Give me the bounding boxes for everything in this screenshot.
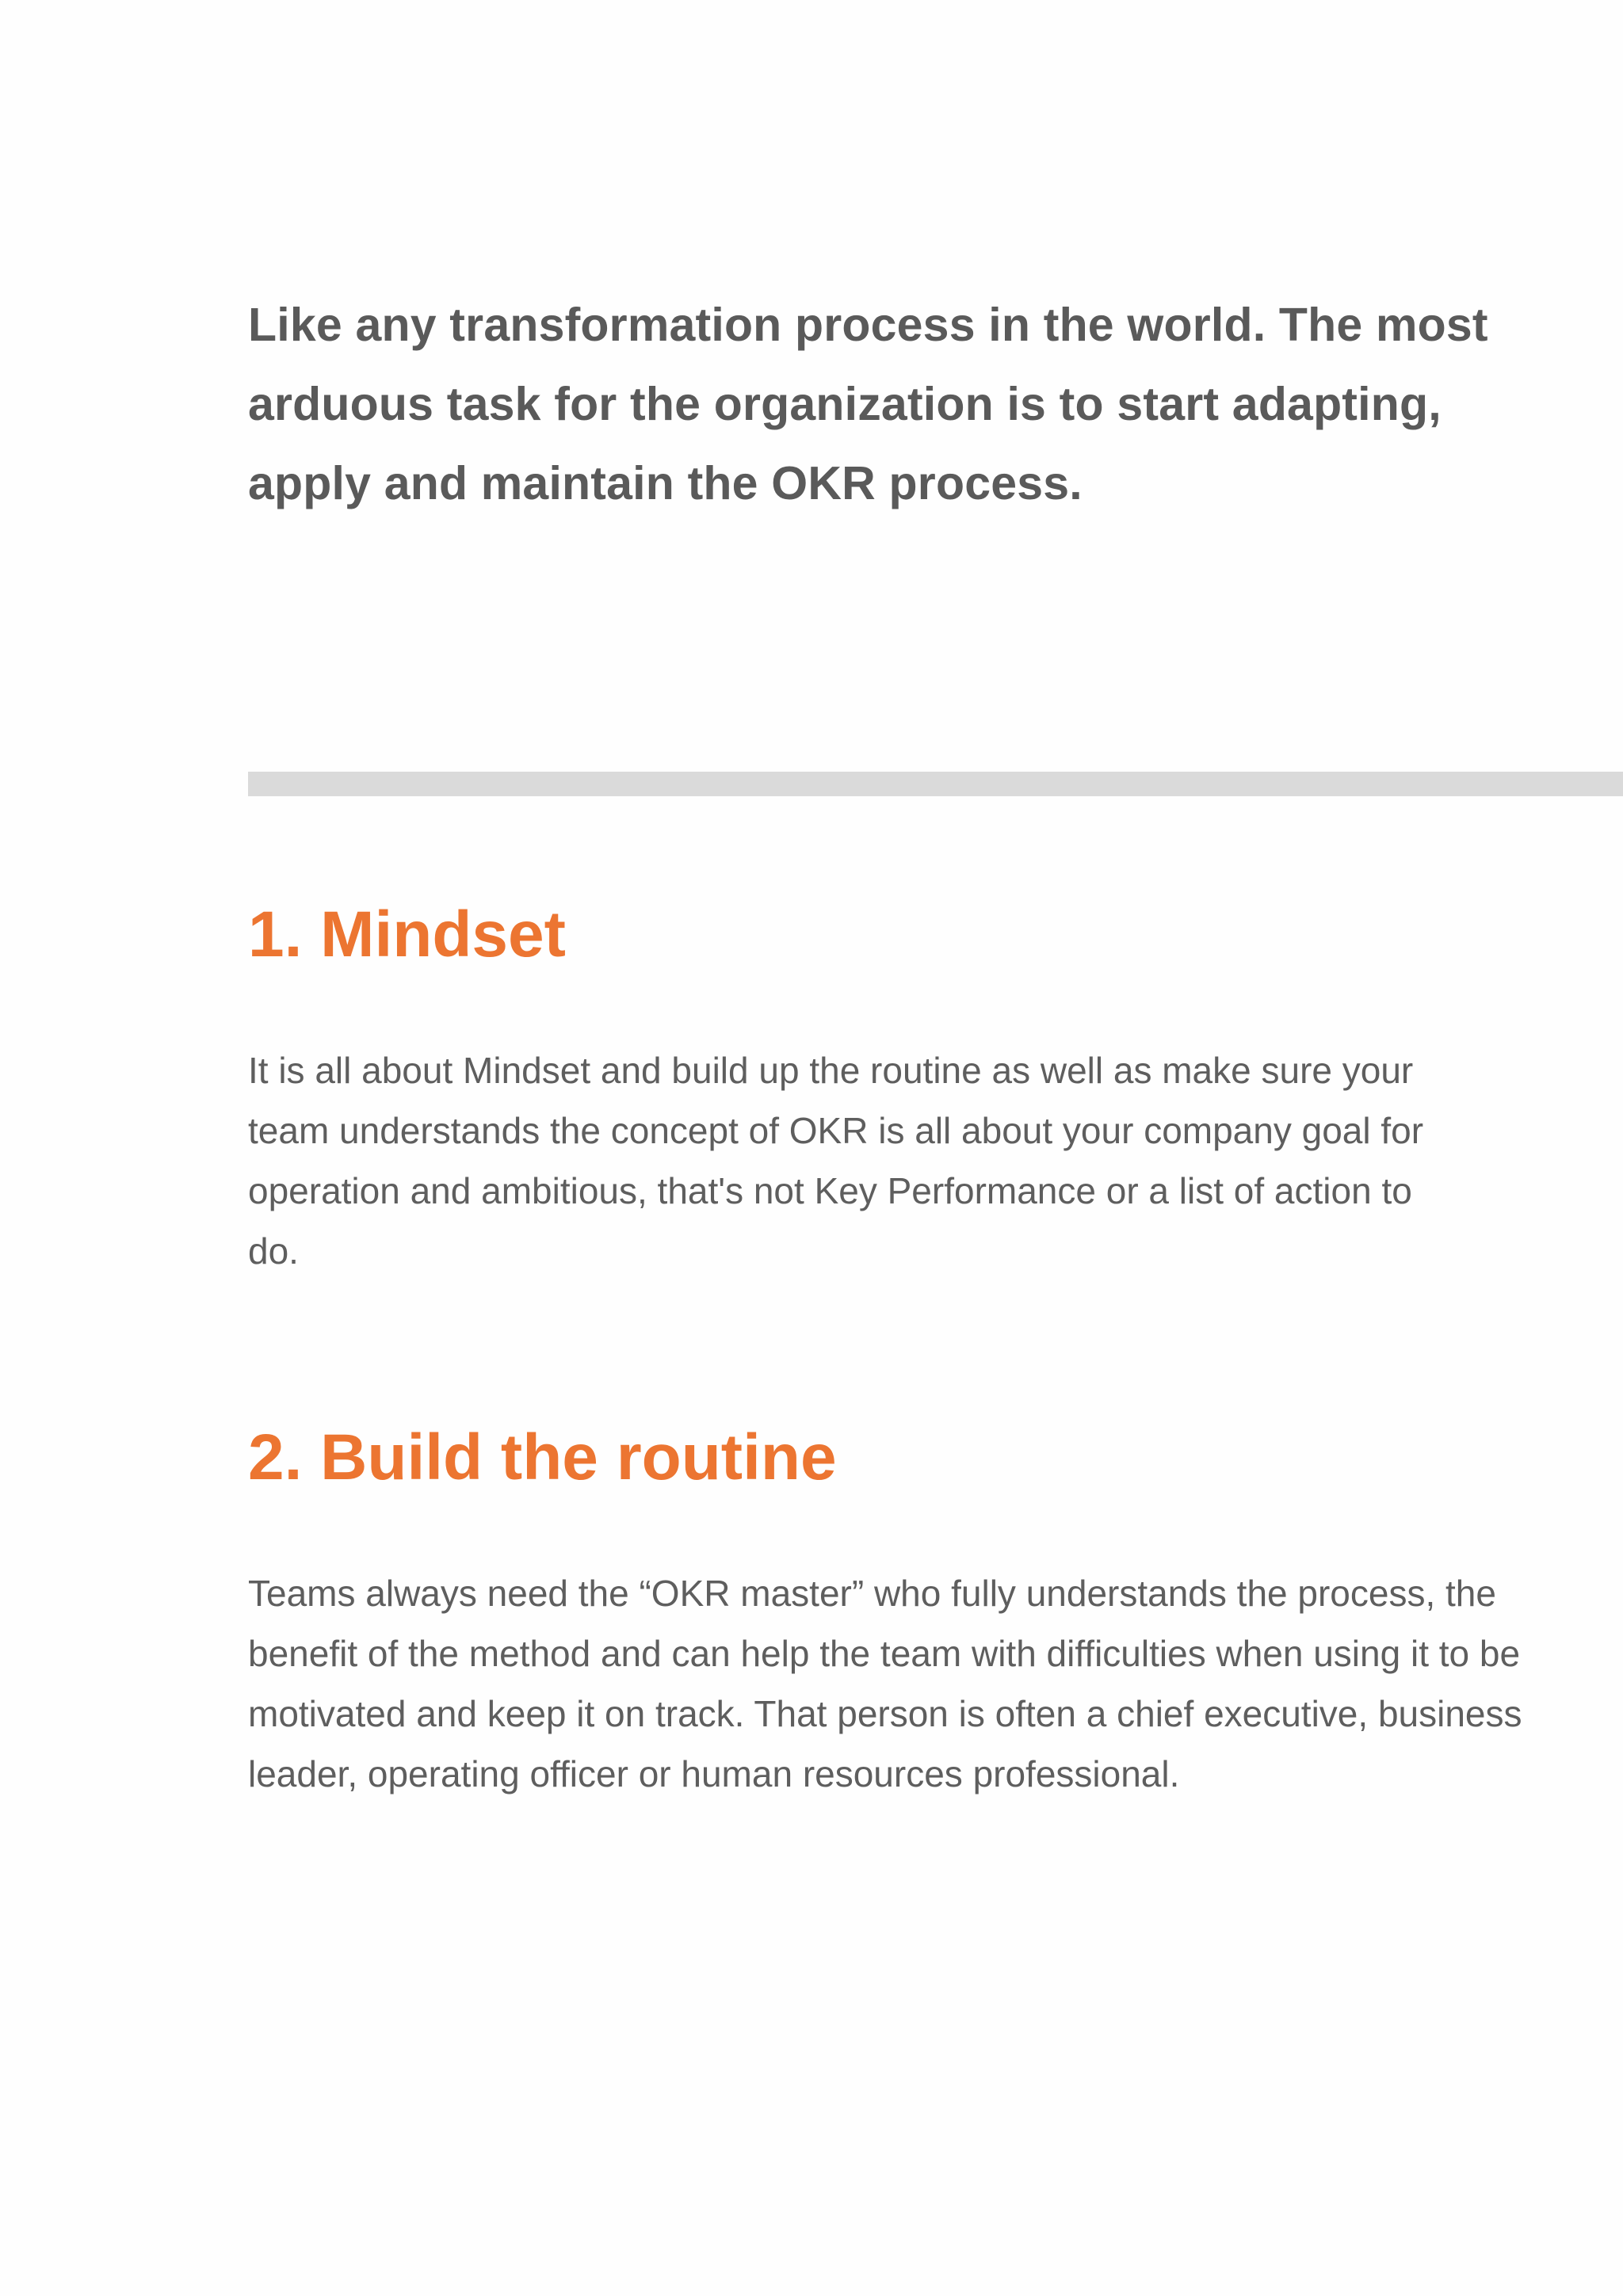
section-heading-mindset: 1. Mindset (248, 898, 566, 971)
section-divider (248, 772, 1623, 796)
section-body-build-routine: Teams always need the “OKR master” who fully understands the process, the benefit of the method and can help the team with difficulties when using it to be motivated and keep it on track. That person is often a chief executive, business leader, operating officer or human resources professional. (248, 1573, 1522, 1794)
section-body-mindset: It is all about Mindset and build up the routine as well as make sure your team understands the concept of OKR is all about your company goal for operation and ambitious, that's not Key Performance or a list of action to do. (248, 1050, 1424, 1272)
section-heading-build-routine: 2. Build the routine (248, 1421, 837, 1493)
intro-paragraph: Like any transformation process in the world. The most arduous task for the organization is to start adapting, apply and maintain the OKR process. (248, 299, 1488, 509)
